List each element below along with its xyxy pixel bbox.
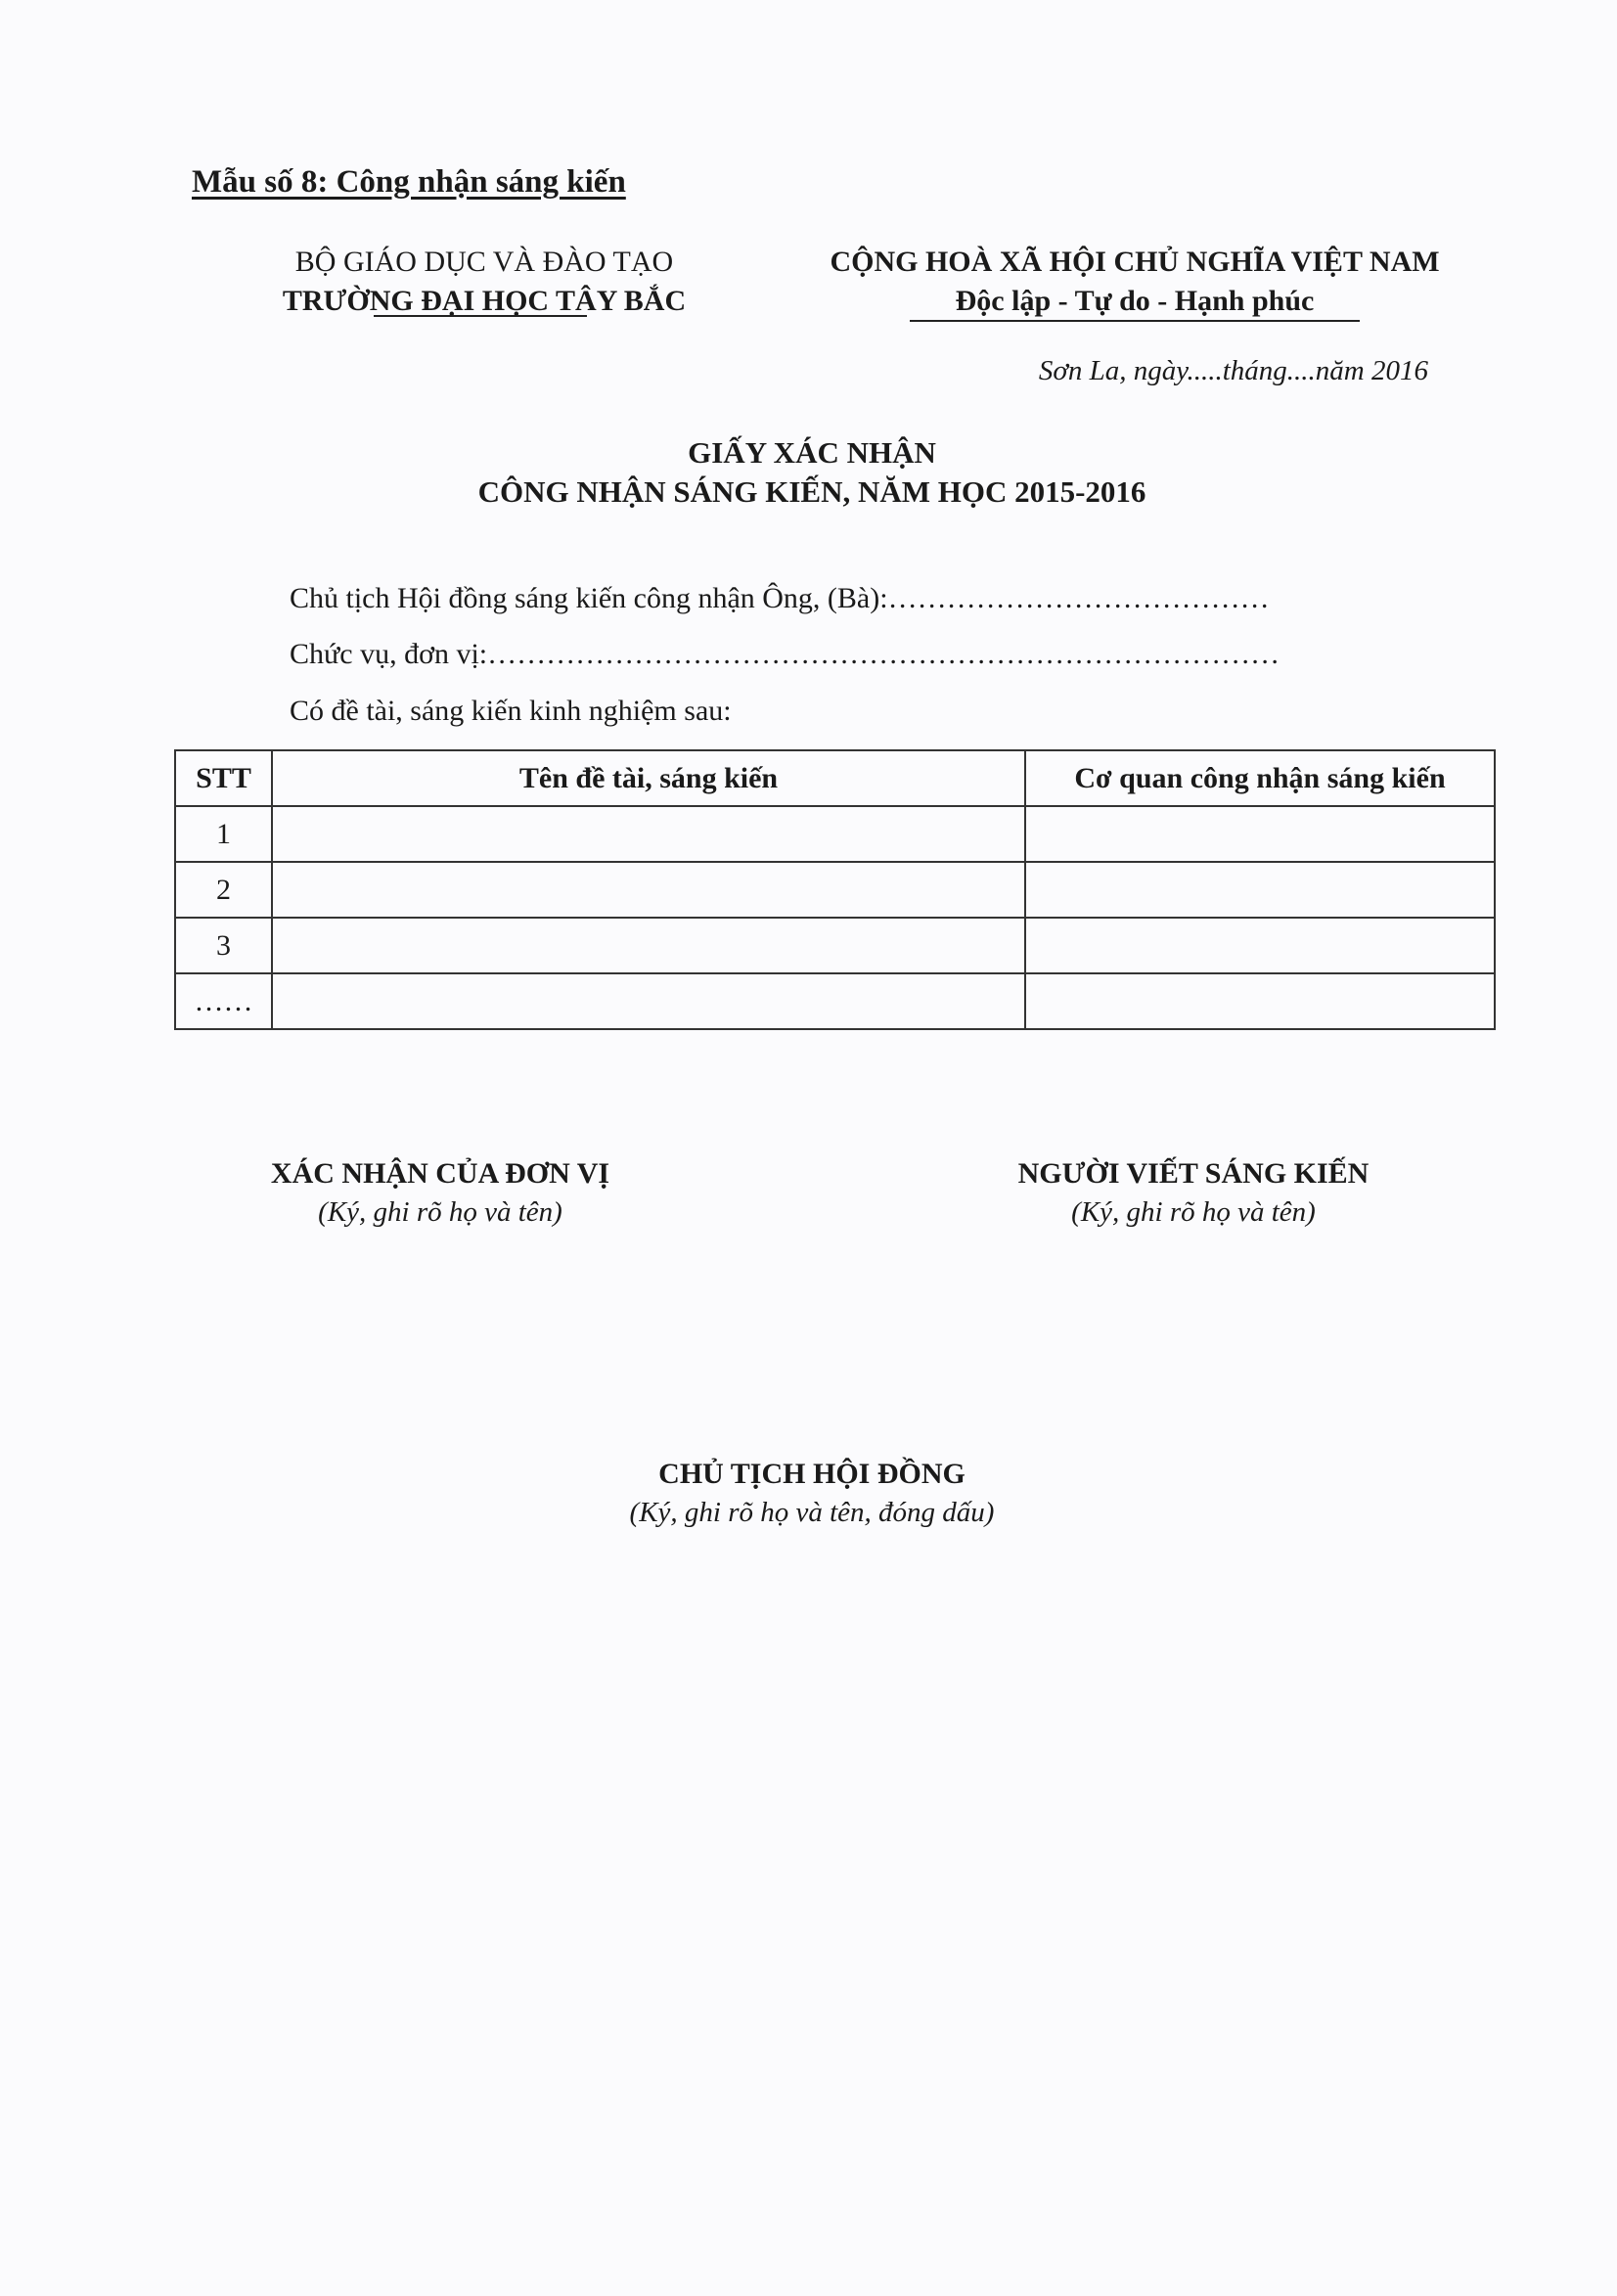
form-number-label: Mẫu số 8: Công nhận sáng kiến [192, 164, 626, 200]
unit-confirmation-block [205, 1154, 675, 1231]
issuer-underline [374, 315, 587, 317]
header-topic-name: Tên đề tài, sáng kiến [272, 750, 1025, 806]
motto-underline [910, 320, 1360, 322]
issuer-block [225, 243, 743, 321]
agency-cell[interactable] [1025, 918, 1495, 973]
author-title: NGƯỜI VIẾT SÁNG KIẾN [1017, 1157, 1370, 1190]
agency-cell[interactable] [1025, 862, 1495, 918]
council-chair-title: CHỦ TỊCH HỘI ĐỒNG [658, 1458, 966, 1490]
row-number: 1 [175, 806, 272, 862]
author-signature-note: (Ký, ghi rõ họ và tên) [1071, 1196, 1316, 1228]
row-number: 2 [175, 862, 272, 918]
table-row [175, 806, 1495, 862]
chair-statement-field: Chủ tịch Hội đồng sáng kiến công nhận Ông, (Bà):………………………………… [290, 582, 1270, 614]
unit-confirmation-title: XÁC NHẬN CỦA ĐƠN VỊ [270, 1157, 610, 1190]
table-header-row [175, 750, 1495, 806]
agency-cell[interactable] [1025, 973, 1495, 1029]
topic-name-cell[interactable] [272, 918, 1025, 973]
table-row [175, 862, 1495, 918]
author-block [939, 1154, 1448, 1231]
ministry-name: BỘ GIÁO DỤC VÀ ĐÀO TẠO [294, 246, 674, 278]
row-number: …… [175, 973, 272, 1029]
position-field: Chức vụ, đơn vị:……………………………………………………………………… [290, 638, 1280, 670]
university-name: TRƯỜNG ĐẠI HỌC TÂY BẮC [282, 285, 687, 317]
table-row [175, 918, 1495, 973]
place-date-line: Sơn La, ngày.....tháng....năm 2016 [1038, 355, 1428, 386]
document-title [372, 433, 1252, 512]
header-stt: STT [175, 750, 272, 806]
topic-name-cell[interactable] [272, 973, 1025, 1029]
topics-table [174, 749, 1496, 1030]
title-line-2: CÔNG NHẬN SÁNG KIẾN, NĂM HỌC 2015-2016 [477, 474, 1146, 509]
table-row [175, 973, 1495, 1029]
unit-signature-note: (Ký, ghi rõ họ và tên) [318, 1196, 562, 1228]
header-recognizing-agency: Cơ quan công nhận sáng kiến [1025, 750, 1495, 806]
national-header [812, 243, 1458, 321]
council-chair-signature-note: (Ký, ghi rõ họ và tên, đóng dấu) [629, 1497, 995, 1528]
national-motto: Độc lập - Tự do - Hạnh phúc [955, 285, 1315, 317]
topic-name-cell[interactable] [272, 806, 1025, 862]
title-line-1: GIẤY XÁC NHẬN [688, 435, 936, 470]
council-chair-block [518, 1455, 1105, 1531]
row-number: 3 [175, 918, 272, 973]
nation-name: CỘNG HOÀ XÃ HỘI CHỦ NGHĨA VIỆT NAM [830, 246, 1440, 278]
topics-intro: Có đề tài, sáng kiến kinh nghiệm sau: [290, 695, 732, 727]
topic-name-cell[interactable] [272, 862, 1025, 918]
agency-cell[interactable] [1025, 806, 1495, 862]
